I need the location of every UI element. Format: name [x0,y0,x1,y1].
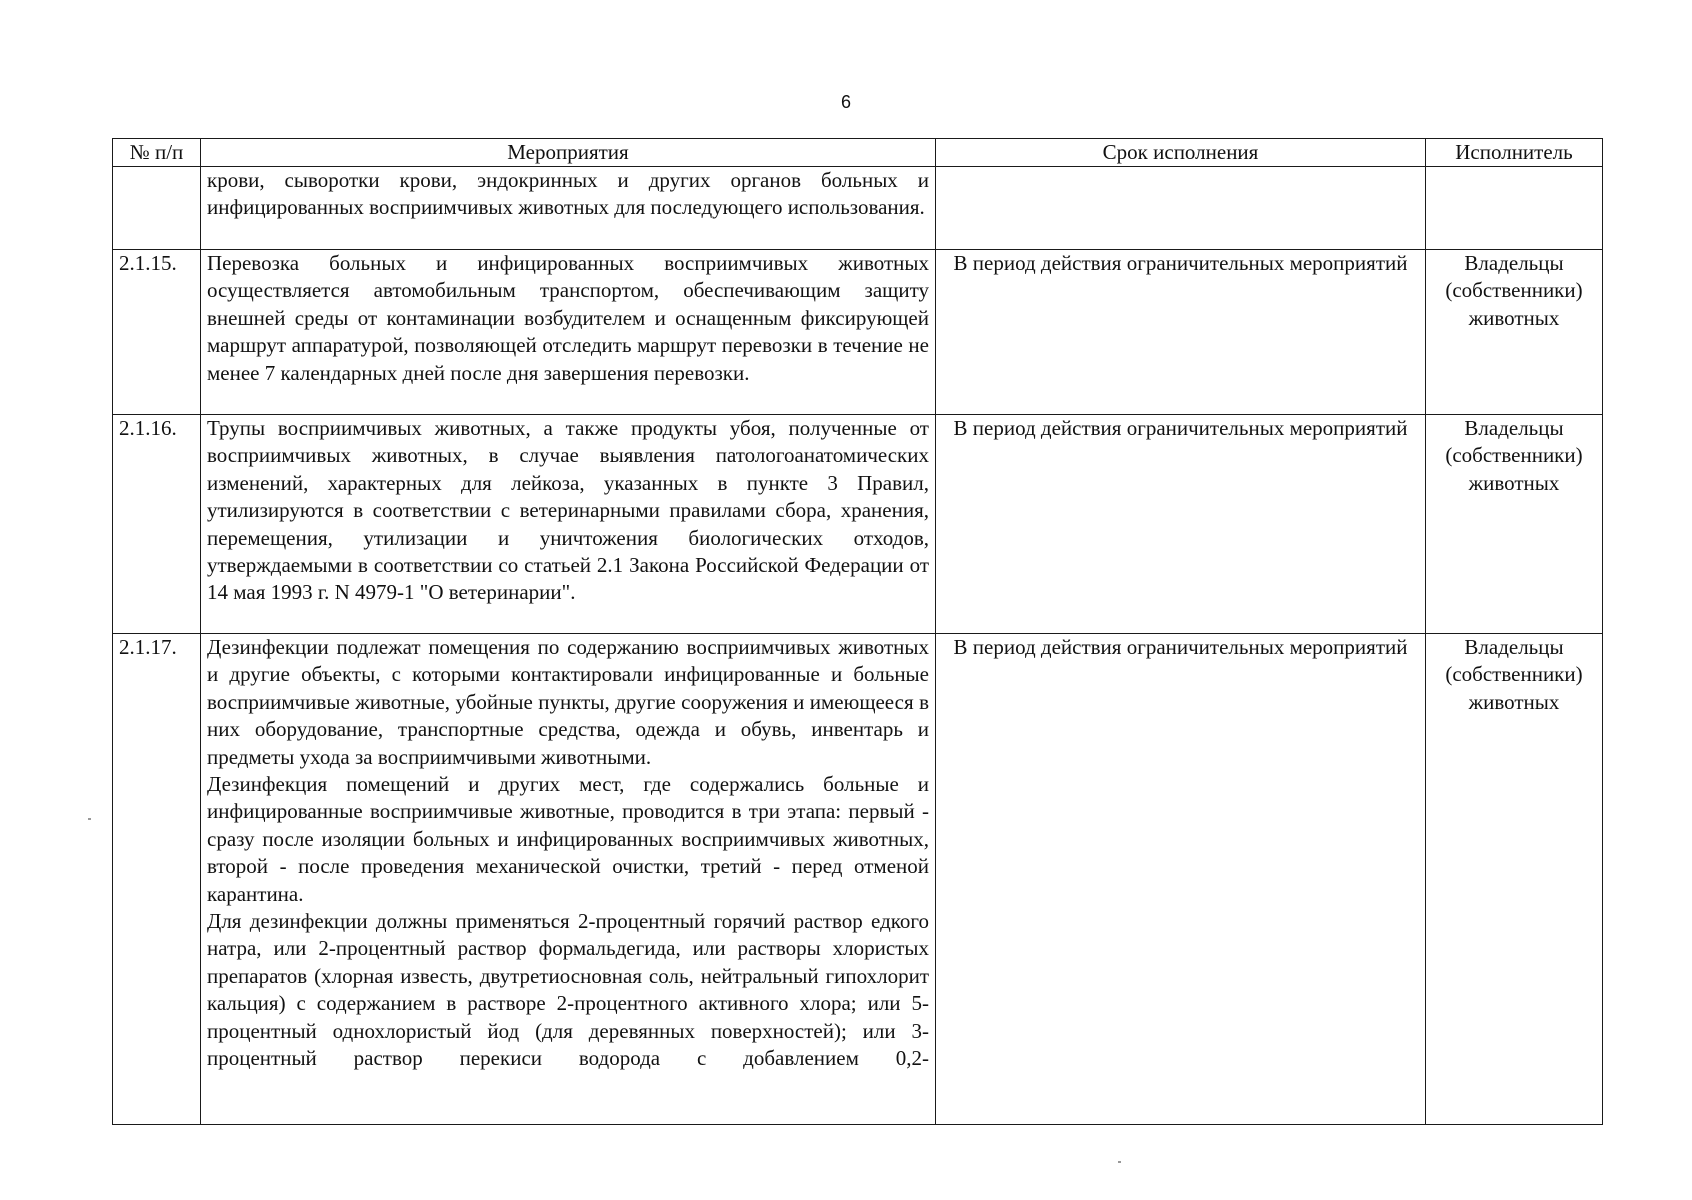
row-executor: Владельцы (собственники) животных [1426,250,1603,415]
row-period: В период действия ограничительных мероприятий [936,415,1426,634]
row-measure [201,167,936,250]
measure-paragraph: Для дезинфекции должны применяться 2-процентный горячий раствор едкого натра, или 2-процентный раствор формальдегида, или растворы хлористых препаратов (хлорная известь, двутретиосновная соль, нейтральный гипохлорит кальция) с содержанием в растворе 2-процентного активного хлора; или 5-процентный однохлористый йод (для деревянных поверхностей); или 3-процентный раствор перекиси водорода с добавлением 0,2- [207,909,929,1071]
row-executor [1426,167,1603,250]
row-measure [201,634,936,1125]
header-period: Срок исполнения [936,139,1426,167]
row-period: В период действия ограничительных мероприятий [936,250,1426,415]
header-measures: Мероприятия [201,139,936,167]
row-number: 2.1.17. [113,634,201,1125]
measures-table [112,138,1603,1125]
row-period: В период действия ограничительных мероприятий [936,634,1426,1125]
row-period [936,167,1426,250]
row-number [113,167,201,250]
row-number: 2.1.15. [113,250,201,415]
scan-speck [1118,1161,1121,1163]
measure-paragraph: Перевозка больных и инфицированных восприимчивых животных осуществляется автомобильным транспортом, обеспечивающим защиту внешней среды от контаминации возбудителем и оснащенным фиксирующей маршрут аппаратурой, позволяющей отследить маршрут перевозки в течение не менее 7 календарных дней после дня завершения перевозки. [207,251,929,385]
measure-paragraph: Трупы восприимчивых животных, а также продукты убоя, полученные от восприимчивых животных, в случае выявления патологоанатомических изменений, характерных для лейкоза, указанных в пункте 3 Правил, утилизируются в соответствии с ветеринарными правилами сбора, хранения, перемещения, утилизации и уничтожения биологических отходов, утверждаемыми в соответствии со статьей 2.1 Закона Российской Федерации от 14 мая 1993 г. N 4979-1 "О ветеринарии". [207,416,929,605]
scan-speck [88,818,91,820]
row-measure [201,250,936,415]
row-executor: Владельцы (собственники) животных [1426,415,1603,634]
table-row [113,167,1603,250]
table-row [113,250,1603,415]
header-number: № п/п [113,139,201,167]
page-number: 6 [840,92,851,112]
measure-paragraph: крови, сыворотки крови, эндокринных и других органов больных и инфицированных восприимчивых животных для последующего использования. [207,168,929,220]
table-header-row [113,139,1603,167]
header-executor: Исполнитель [1426,139,1603,167]
row-number: 2.1.16. [113,415,201,634]
measure-paragraph: Дезинфекция помещений и других мест, где содержались больные и инфицированные восприимчивые животные, проводится в три этапа: первый - сразу после изоляции больных и инфицированных восприимчивых животных, второй - после проведения механической очистки, третий - перед отменой карантина. [207,772,929,906]
row-measure [201,415,936,634]
table-row [113,634,1603,1125]
table-row [113,415,1603,634]
row-executor: Владельцы (собственники) животных [1426,634,1603,1125]
measure-paragraph: Дезинфекции подлежат помещения по содержанию восприимчивых животных и другие объекты, с которыми контактировали инфицированные и больные восприимчивые животные, убойные пункты, другие сооружения и имеющееся в них оборудование, транспортные средства, одежда и обувь, инвентарь и предметы ухода за восприимчивыми животными. [207,635,929,769]
